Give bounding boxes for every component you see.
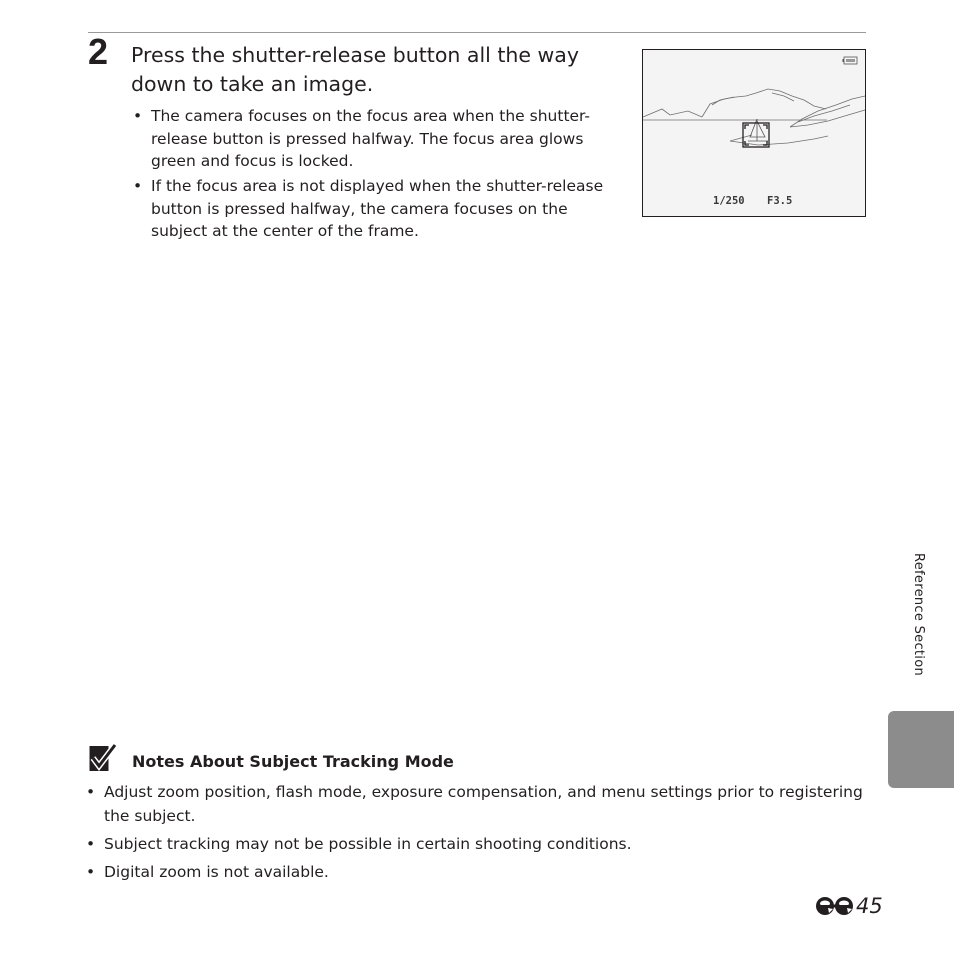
step-number: 2 xyxy=(88,31,109,72)
list-item xyxy=(84,833,874,857)
bullet-text: The camera focuses on the focus area when the shutter-release button is pressed halfway. The focus area glows green and focus is locked. xyxy=(151,107,591,170)
camera-monitor-illustration xyxy=(642,49,866,217)
list-item xyxy=(84,781,874,828)
section-tab xyxy=(888,711,954,788)
e-reference-icon xyxy=(814,894,854,918)
step-title: Press the shutter-release button all the way down to take an image. xyxy=(131,43,579,96)
notes-heading: Notes About Subject Tracking Mode xyxy=(132,752,454,771)
list-item xyxy=(84,861,874,885)
bullet-text: Digital zoom is not available. xyxy=(104,862,329,881)
bullet-text: Adjust zoom position, flash mode, exposure compensation, and menu settings prior to registering the subject. xyxy=(104,783,863,825)
notes-bullet-list xyxy=(84,781,874,889)
page-number: 45 xyxy=(856,894,883,918)
reference-section-label: Reference Section xyxy=(911,553,926,676)
bullet-icon: • xyxy=(133,177,143,195)
bullet-text: If the focus area is not displayed when the shutter-release button is pressed halfway, the camera focuses on the subject at the center of the frame. xyxy=(151,177,604,240)
bullet-icon: • xyxy=(86,783,96,801)
page-footer xyxy=(814,891,883,921)
list-item xyxy=(131,105,611,173)
step-bullet-list xyxy=(131,105,611,245)
top-divider xyxy=(88,32,866,33)
aperture-readout: F3.5 xyxy=(767,195,793,207)
bullet-icon: • xyxy=(86,862,96,881)
bullet-icon: • xyxy=(86,834,96,853)
shutter-speed-readout: 1/250 xyxy=(713,195,745,207)
bullet-icon: • xyxy=(133,107,143,125)
checkmark-note-icon xyxy=(89,744,117,774)
list-item xyxy=(131,175,611,243)
bullet-text: Subject tracking may not be possible in certain shooting conditions. xyxy=(104,834,632,853)
